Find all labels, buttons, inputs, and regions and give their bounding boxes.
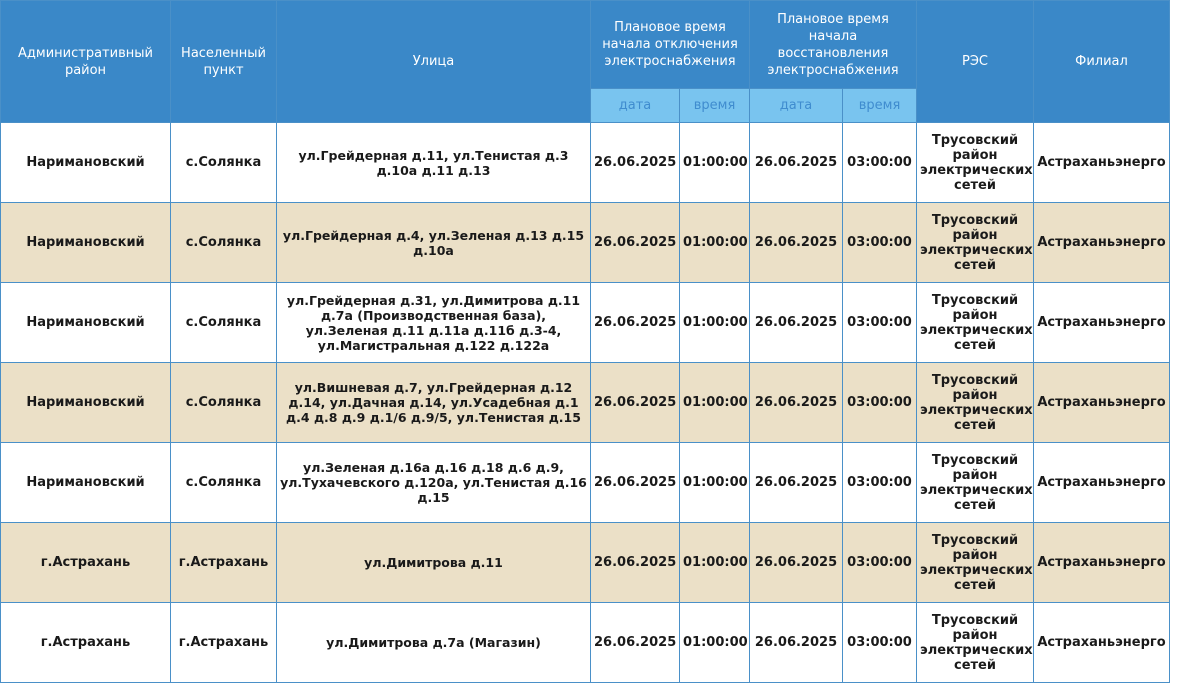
cell-off-time: 01:00:00 bbox=[680, 363, 750, 443]
cell-settlement: с.Солянка bbox=[171, 283, 277, 363]
table-row bbox=[1, 123, 1170, 203]
cell-branch: Астраханьэнерго bbox=[1034, 523, 1170, 603]
subheader-on-time: время bbox=[843, 89, 917, 123]
table-body bbox=[1, 123, 1170, 683]
cell-off-date: 26.06.2025 bbox=[591, 443, 680, 523]
cell-on-time: 03:00:00 bbox=[843, 283, 917, 363]
cell-on-date: 26.06.2025 bbox=[750, 443, 843, 523]
cell-off-date: 26.06.2025 bbox=[591, 283, 680, 363]
cell-street: ул.Димитрова д.7а (Магазин) bbox=[277, 603, 591, 683]
table-row bbox=[1, 603, 1170, 683]
cell-off-time: 01:00:00 bbox=[680, 523, 750, 603]
header-street: Улица bbox=[277, 1, 591, 123]
cell-district: Наримановский bbox=[1, 283, 171, 363]
cell-on-time: 03:00:00 bbox=[843, 603, 917, 683]
cell-on-time: 03:00:00 bbox=[843, 203, 917, 283]
cell-on-time: 03:00:00 bbox=[843, 123, 917, 203]
table-row bbox=[1, 363, 1170, 443]
header-restore-start: Плановое время начала восстановления электроснабжения bbox=[750, 1, 917, 89]
cell-branch: Астраханьэнерго bbox=[1034, 603, 1170, 683]
cell-district: г.Астрахань bbox=[1, 523, 171, 603]
cell-district: Наримановский bbox=[1, 123, 171, 203]
cell-settlement: г.Астрахань bbox=[171, 603, 277, 683]
cell-off-date: 26.06.2025 bbox=[591, 203, 680, 283]
cell-on-date: 26.06.2025 bbox=[750, 603, 843, 683]
cell-settlement: с.Солянка bbox=[171, 443, 277, 523]
cell-district: Наримановский bbox=[1, 363, 171, 443]
subheader-off-date: дата bbox=[591, 89, 680, 123]
cell-res: Трусовский район электрических сетей bbox=[917, 203, 1034, 283]
cell-street: ул.Зеленая д.16а д.16 д.18 д.6 д.9, ул.Тухачевского д.120а, ул.Тенистая д.16 д.15 bbox=[277, 443, 591, 523]
cell-res: Трусовский район электрических сетей bbox=[917, 603, 1034, 683]
cell-on-time: 03:00:00 bbox=[843, 523, 917, 603]
cell-res: Трусовский район электрических сетей bbox=[917, 363, 1034, 443]
subheader-off-time: время bbox=[680, 89, 750, 123]
table-row bbox=[1, 283, 1170, 363]
table-row bbox=[1, 523, 1170, 603]
cell-district: Наримановский bbox=[1, 203, 171, 283]
cell-res: Трусовский район электрических сетей bbox=[917, 283, 1034, 363]
cell-off-time: 01:00:00 bbox=[680, 203, 750, 283]
cell-off-date: 26.06.2025 bbox=[591, 123, 680, 203]
cell-street: ул.Димитрова д.11 bbox=[277, 523, 591, 603]
cell-res: Трусовский район электрических сетей bbox=[917, 523, 1034, 603]
cell-res: Трусовский район электрических сетей bbox=[917, 123, 1034, 203]
cell-district: г.Астрахань bbox=[1, 603, 171, 683]
cell-off-time: 01:00:00 bbox=[680, 443, 750, 523]
cell-off-date: 26.06.2025 bbox=[591, 603, 680, 683]
cell-res: Трусовский район электрических сетей bbox=[917, 443, 1034, 523]
subheader-on-date: дата bbox=[750, 89, 843, 123]
header-outage-start: Плановое время начала отключения электроснабжения bbox=[591, 1, 750, 89]
cell-off-date: 26.06.2025 bbox=[591, 363, 680, 443]
cell-on-time: 03:00:00 bbox=[843, 363, 917, 443]
cell-settlement: г.Астрахань bbox=[171, 523, 277, 603]
table-header-row bbox=[1, 1, 1170, 89]
cell-street: ул.Грейдерная д.4, ул.Зеленая д.13 д.15 д.10а bbox=[277, 203, 591, 283]
cell-settlement: с.Солянка bbox=[171, 123, 277, 203]
cell-on-date: 26.06.2025 bbox=[750, 203, 843, 283]
header-branch: Филиал bbox=[1034, 1, 1170, 123]
cell-branch: Астраханьэнерго bbox=[1034, 123, 1170, 203]
cell-settlement: с.Солянка bbox=[171, 203, 277, 283]
cell-off-time: 01:00:00 bbox=[680, 283, 750, 363]
header-res: РЭС bbox=[917, 1, 1034, 123]
cell-on-time: 03:00:00 bbox=[843, 443, 917, 523]
header-settlement: Населенный пункт bbox=[171, 1, 277, 123]
cell-branch: Астраханьэнерго bbox=[1034, 443, 1170, 523]
cell-off-time: 01:00:00 bbox=[680, 603, 750, 683]
cell-street: ул.Вишневая д.7, ул.Грейдерная д.12 д.14, ул.Дачная д.14, ул.Усадебная д.1 д.4 д.8 д.9 д.1/6 д.9/5, ул.Тенистая д.15 bbox=[277, 363, 591, 443]
cell-on-date: 26.06.2025 bbox=[750, 363, 843, 443]
cell-on-date: 26.06.2025 bbox=[750, 523, 843, 603]
cell-street: ул.Грейдерная д.31, ул.Димитрова д.11 д.7а (Производственная база), ул.Зеленая д.11 д.11а д.11б д.3-4, ул.Магистральная д.122 д.122а bbox=[277, 283, 591, 363]
table-row bbox=[1, 203, 1170, 283]
cell-settlement: с.Солянка bbox=[171, 363, 277, 443]
cell-street: ул.Грейдерная д.11, ул.Тенистая д.3 д.10а д.11 д.13 bbox=[277, 123, 591, 203]
cell-branch: Астраханьэнерго bbox=[1034, 363, 1170, 443]
cell-branch: Астраханьэнерго bbox=[1034, 203, 1170, 283]
cell-on-date: 26.06.2025 bbox=[750, 283, 843, 363]
cell-on-date: 26.06.2025 bbox=[750, 123, 843, 203]
table-row bbox=[1, 443, 1170, 523]
cell-district: Наримановский bbox=[1, 443, 171, 523]
cell-branch: Астраханьэнерго bbox=[1034, 283, 1170, 363]
header-district: Административный район bbox=[1, 1, 171, 123]
cell-off-date: 26.06.2025 bbox=[591, 523, 680, 603]
cell-off-time: 01:00:00 bbox=[680, 123, 750, 203]
